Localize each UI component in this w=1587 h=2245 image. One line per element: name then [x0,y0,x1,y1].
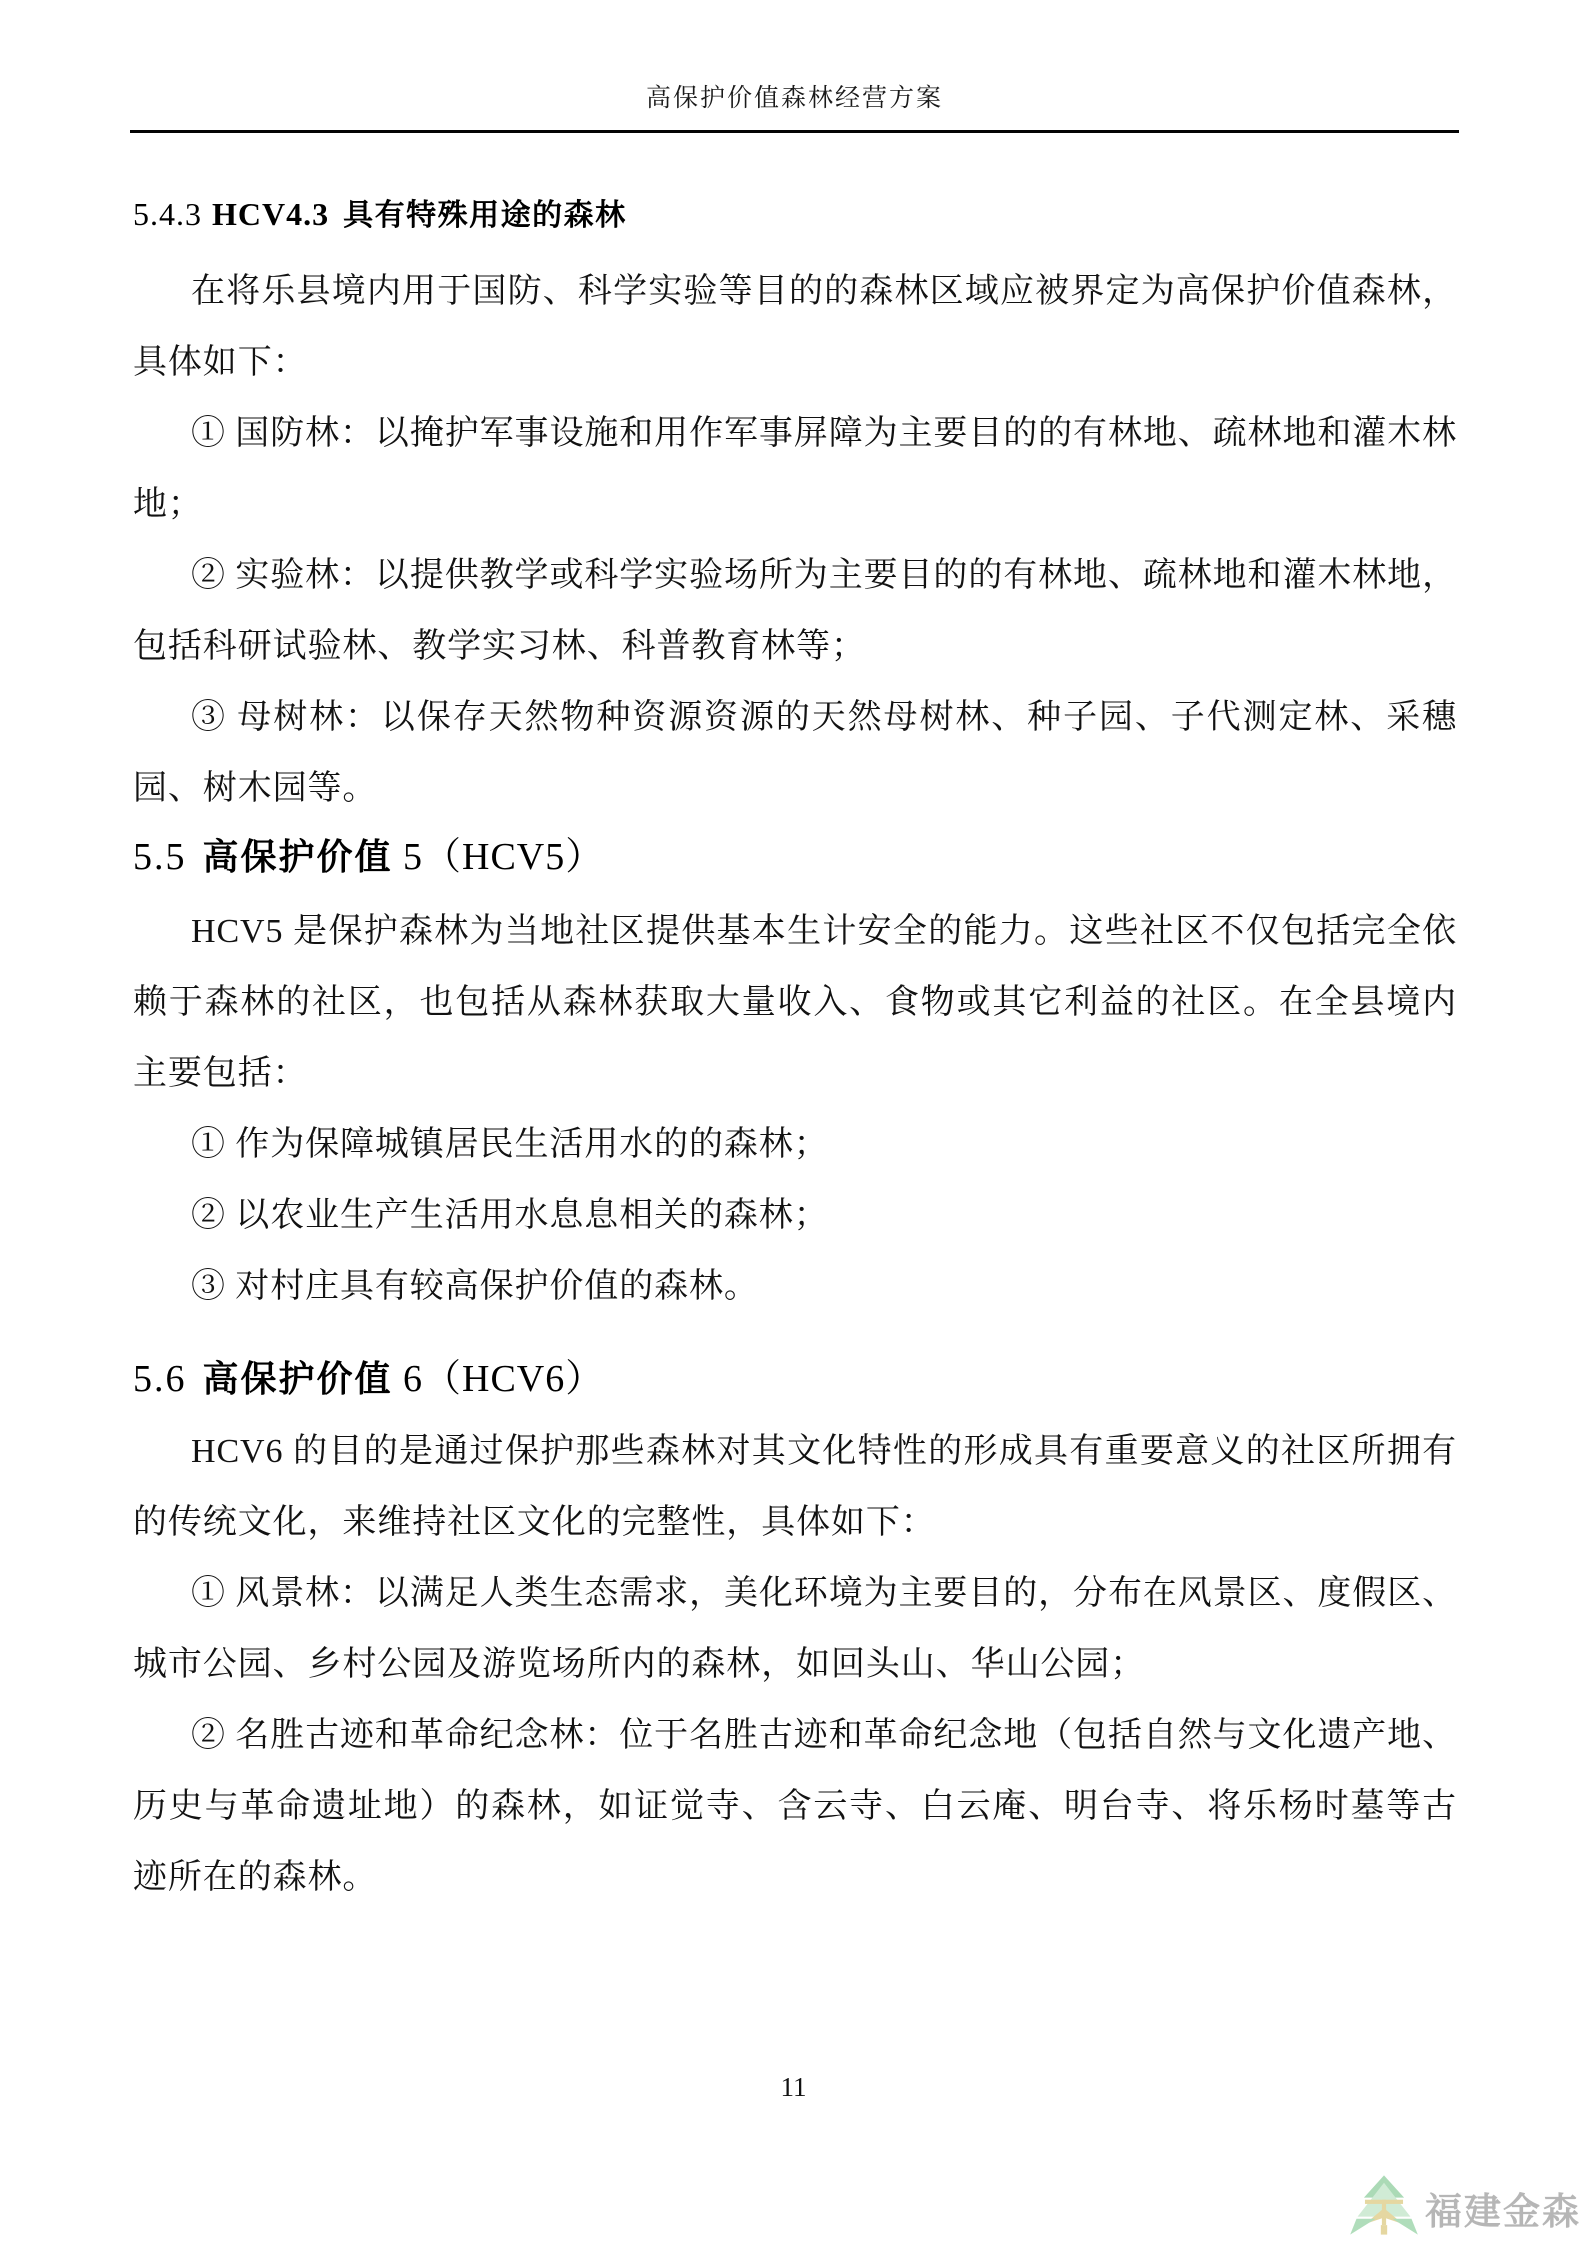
pine-tree-logo-icon [1347,2174,1421,2236]
section-title-suffix: 5（HCV5） [392,836,605,878]
header-title: 高保护价值森林经营方案 [645,85,943,112]
watermark-logo-text: 福建金森 [1425,2191,1581,2232]
paragraph: 在将乐县境内用于国防、科学实验等目的的森林区域应被界定为高保护价值森林，具体如下： [133,273,1457,381]
list-item-village-value: ③ 对村庄具有较高保护价值的森林。 [191,1268,759,1305]
list-item-defense-forest: ① 国防林：以掩护军事设施和用作军事屏障为主要目的的有林地、疏林地和灌木林地； [133,415,1457,523]
section-number: 5.4.3 [133,196,202,232]
list-item-experiment-forest: ② 实验林：以提供教学或科学实验场所为主要目的的有林地、疏林地和灌木林地，包括科研试验林、教学实习林、科普教育林等； [133,557,1457,665]
list-item-seed-forest: ③ 母树林：以保存天然物种资源资源的天然母树林、种子园、子代测定林、采穗园、树木园等。 [133,699,1457,807]
section-title-suffix: 6（HCV6） [392,1358,605,1400]
section-heading-5-5 [133,829,1457,885]
section-heading-5-6 [133,1351,1457,1407]
section-title: 具有特殊用途的森林 [343,199,627,232]
paragraph: HCV6 的目的是通过保护那些森林对其文化特性的形成具有重要意义的社区所拥有的传统文化，来维持社区文化的完整性，具体如下： [133,1433,1457,1541]
section-number: 5.6 [133,1358,187,1400]
section-number: 5.5 [133,836,187,878]
section-title: 高保护价值 [202,1358,393,1399]
section-code: HCV4.3 [212,196,330,232]
list-item-agriculture-water: ② 以农业生产生活用水息息相关的森林； [191,1197,829,1234]
paragraph: HCV5 是保护森林为当地社区提供基本生计安全的能力。这些社区不仅包括完全依赖于森林的社区，也包括从森林获取大量收入、食物或其它利益的社区。在全县境内主要包括： [133,913,1457,1092]
list-item-heritage-forest: ② 名胜古迹和革命纪念林：位于名胜古迹和革命纪念地（包括自然与文化遗产地、历史与革命遗址地）的森林，如证觉寺、含云寺、白云庵、明台寺、将乐杨时墓等古迹所在的森林。 [133,1717,1457,1896]
section-heading-5-4-3 [133,192,1457,238]
section-title: 高保护价值 [202,836,393,877]
page-number: 11 [780,2072,807,2102]
list-item-town-water: ① 作为保障城镇居民生活用水的的森林； [191,1126,829,1163]
company-watermark [1347,2174,1581,2236]
list-item-scenic-forest: ① 风景林：以满足人类生态需求，美化环境为主要目的，分布在风景区、度假区、城市公园、乡村公园及游览场所内的森林，如回头山、华山公园； [133,1575,1457,1683]
document-body [133,0,1457,1913]
